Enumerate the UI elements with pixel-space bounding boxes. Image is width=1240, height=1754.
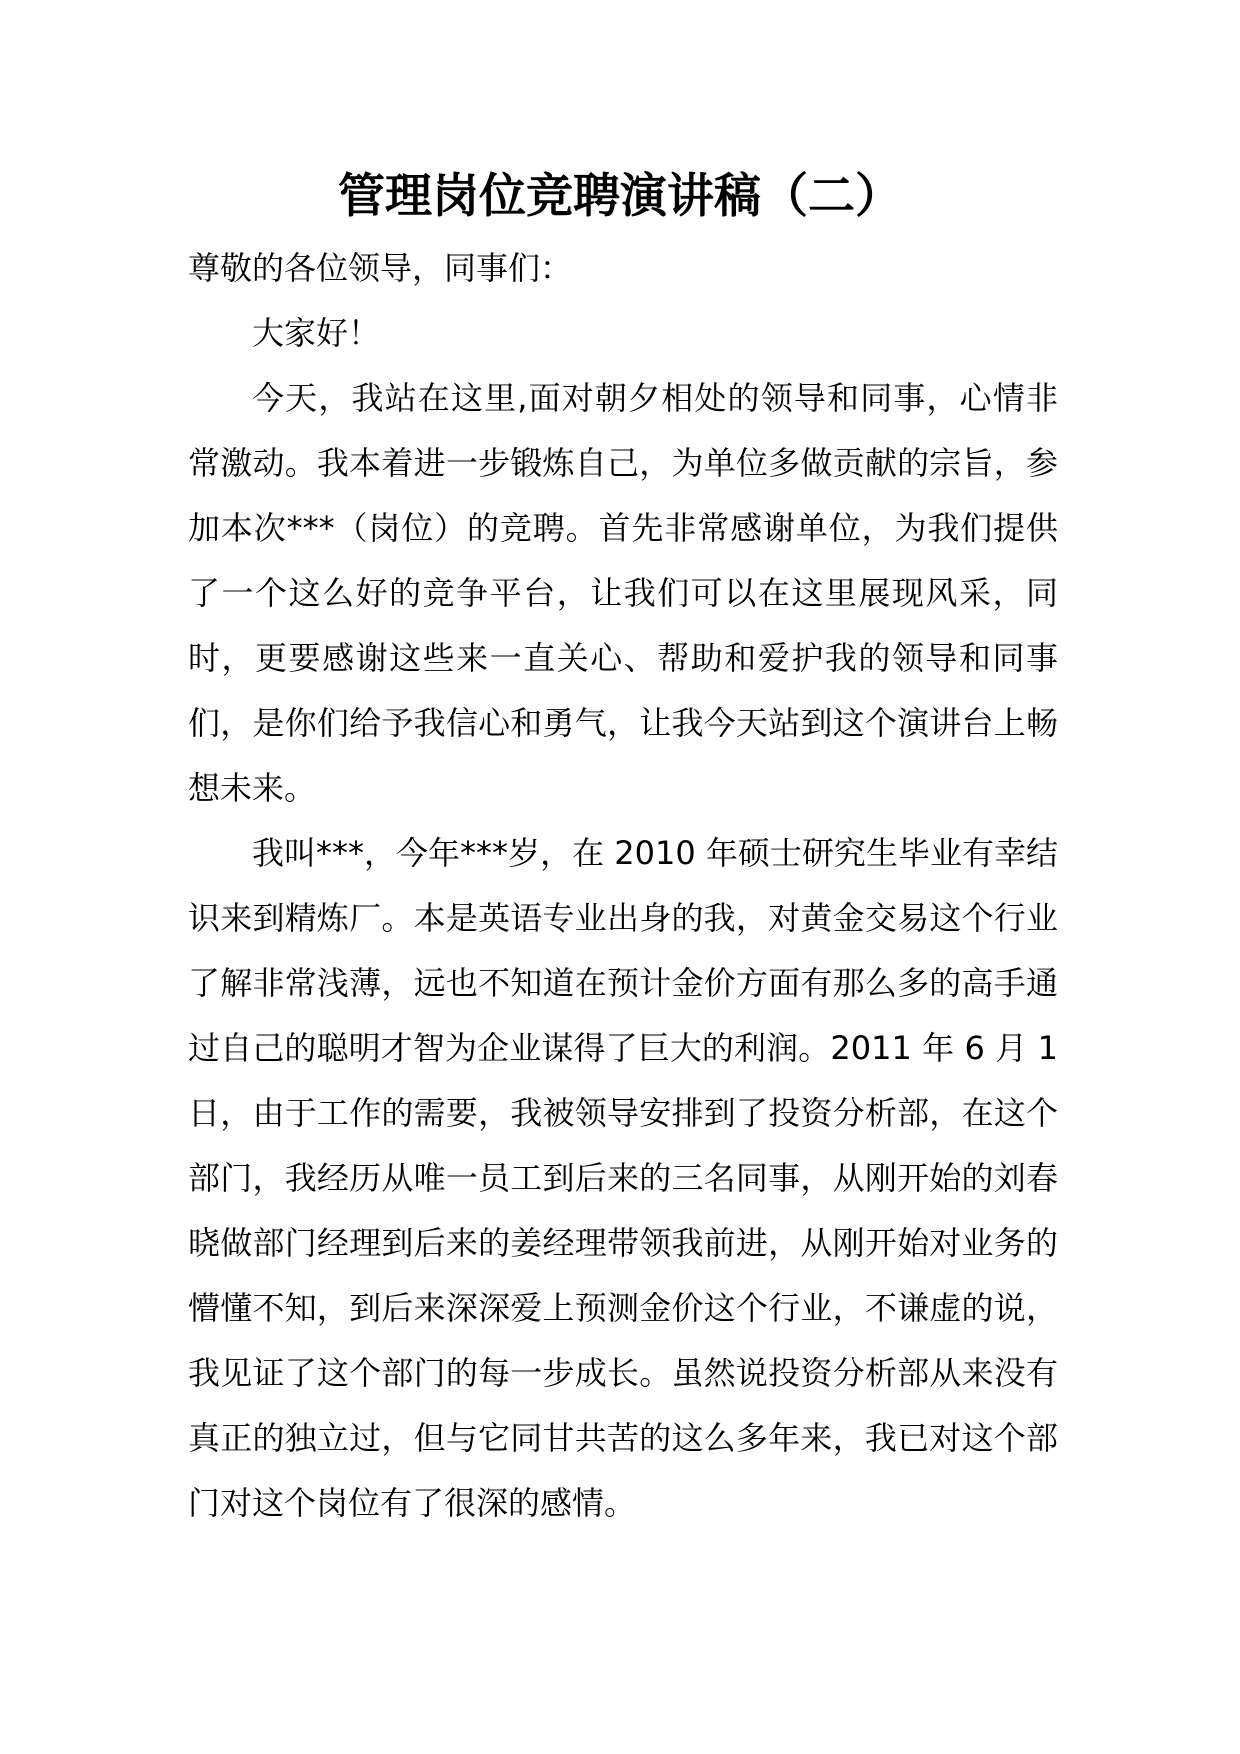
document-title: 管理岗位竞聘演讲稿（二） <box>338 169 902 224</box>
paragraph-introduction: 今天，我站在这里,面对朝夕相处的领导和同事，心情非常激动。我本着进一步锻炼自己，为单位多做贡献的宗旨，参加本次***（岗位）的竞聘。首先非常感谢单位，为我们提供了一个这么好的竞争平台，让我们可以在这里展现风采，同时，更要感谢这些来一直关心、帮助和爱护我的领导和同事们，是你们给予我信心和勇气，让我今天站到这个演讲台上畅想未来。 <box>188 379 1058 807</box>
paragraph-background: 我叫***，今年***岁，在 2010 年硕士研究生毕业有幸结识来到精炼厂。本是英语专业出身的我，对黄金交易这个行业了解非常浅薄，远也不知道在预计金价方面有那么多的高手通过自己的聪明才智为企业谋得了巨大的利润。2011 年 6 月 1 日，由于工作的需要，我被领导安排到了投资分析部，在这个部门，我经历从唯一员工到后来的三名同事，从刚开始的刘春晓做部门经理到后来的姜经理带领我前进，从刚开始对业务的懵懂不知，到后来深深爱上预测金价这个行业，不谦虚的说，我见证了这个部门的每一步成长。虽然说投资分析部从来没有真正的独立过，但与它同甘共苦的这么多年来，我已对这个部门对这个岗位有了很深的感情。 <box>188 834 1058 1522</box>
document-body <box>188 236 1058 1536</box>
greeting: 大家好！ <box>252 314 381 352</box>
salutation: 尊敬的各位领导，同事们： <box>188 249 573 287</box>
